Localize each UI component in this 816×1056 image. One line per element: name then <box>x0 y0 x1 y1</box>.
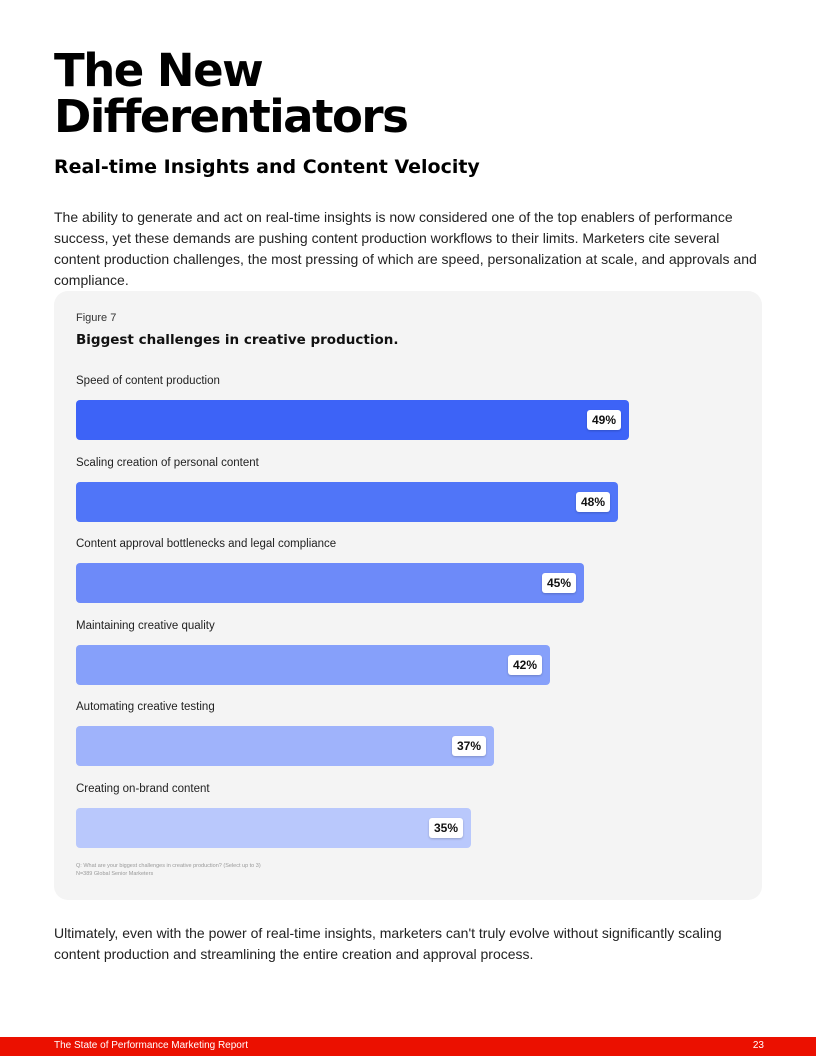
bar <box>76 726 494 766</box>
bar <box>76 482 618 522</box>
title-line-1: The New <box>54 44 263 97</box>
chart-title: Biggest challenges in creative production. <box>76 332 399 348</box>
bar-value-label: 45% <box>542 573 576 593</box>
bar-label: Maintaining creative quality <box>76 619 215 632</box>
bar <box>76 645 550 685</box>
footnote-sample: N=389 Global Senior Marketers <box>76 871 154 877</box>
bar-value-label: 48% <box>576 492 610 512</box>
section-subtitle: Real-time Insights and Content Velocity <box>54 156 480 178</box>
bar-value-label: 49% <box>587 410 621 430</box>
intro-paragraph: The ability to generate and act on real-time insights is now considered one of the top enablers of performance success, yet these demands are pushing content production workflows to their limits. Marketers cite several content production challenges, the most pressing of which are speed, personalization at scale, and approvals and compliance. <box>54 209 757 288</box>
bar-label: Scaling creation of personal content <box>76 456 259 469</box>
bar <box>76 563 584 603</box>
closing-paragraph: Ultimately, even with the power of real-time insights, marketers can't truly evolve without significantly scaling content production and streamlining the entire creation and approval process. <box>54 925 722 962</box>
bar-label: Speed of content production <box>76 375 220 387</box>
bar-value-label: 37% <box>452 736 486 756</box>
bar-value-label: 42% <box>508 655 542 675</box>
bar-label: Automating creative testing <box>76 701 215 713</box>
figure-card <box>54 291 762 900</box>
figure-label: Figure 7 <box>76 312 117 324</box>
footnote-question: Q: What are your biggest challenges in creative production? (Select up to 3) <box>76 863 261 869</box>
bar <box>76 808 471 848</box>
title-line-2: Differentiators <box>54 90 408 143</box>
bar-value-label: 35% <box>429 818 463 838</box>
page-footer <box>0 1037 816 1056</box>
bar-label: Creating on-brand content <box>76 782 210 795</box>
footer-report-title: The State of Performance Marketing Report <box>54 1040 248 1051</box>
figure-footnote <box>76 862 261 878</box>
bar-label: Content approval bottlenecks and legal compliance <box>76 538 337 550</box>
page-title <box>54 44 408 143</box>
bar <box>76 400 629 440</box>
footer-page-number: 23 <box>752 1040 764 1051</box>
